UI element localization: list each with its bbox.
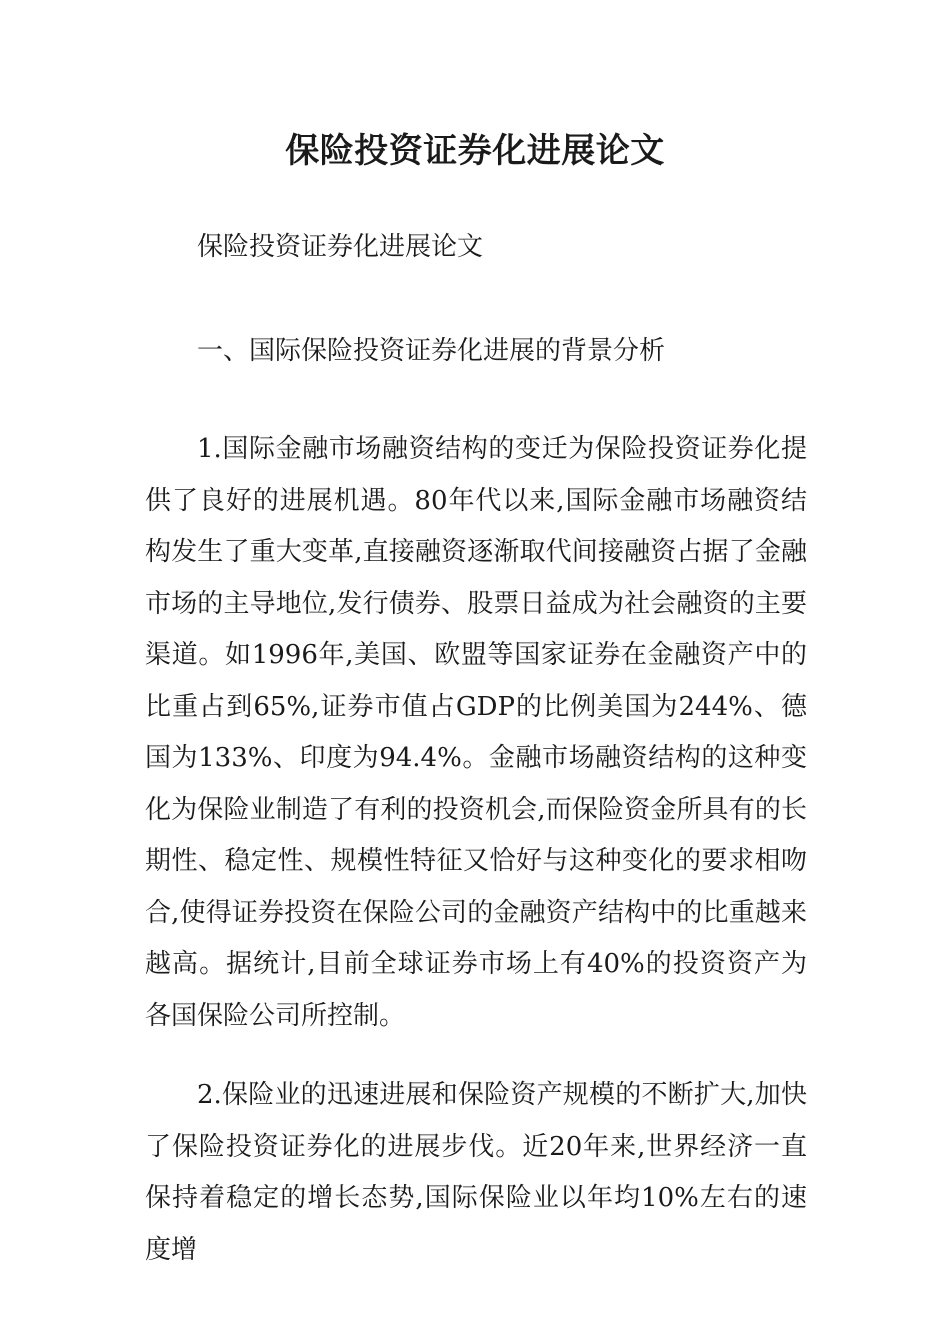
document-subtitle: 保险投资证券化进展论文 xyxy=(197,232,484,262)
paragraph-2: 2.保险业的迅速进展和保险资产规模的不断扩大,加快了保险投资证券化的进展步伐。近20年来,世界经济一直保持着稳定的增长态势,国际保险业以年均10%左右的速度增 xyxy=(145,1080,807,1265)
paragraph-1: 1.国际金融市场融资结构的变迁为保险投资证券化提供了良好的进展机遇。80年代以来,国际金融市场融资结构发生了重大变革,直接融资逐渐取代间接融资占据了金融市场的主导地位,发行债券、股票日益成为社会融资的主要渠道。如1996年,美国、欧盟等国家证券在金融资产中的比重占到65%,证券市值占GDP的比例美国为244%、德国为133%、印度为94.4%。金融市场融资结构的这种变化为保险业制造了有利的投资机会,而保险资金所具有的长期性、稳定性、规模性特征又恰好与这种变化的要求相吻合,使得证券投资在保险公司的金融资产结构中的比重越来越高。据统计,目前全球证券市场上有40%的投资资产为各国保险公司所控制。 xyxy=(145,434,807,1031)
document-title: 保险投资证券化进展论文 xyxy=(285,131,665,171)
section-heading: 一、国际保险投资证券化进展的背景分析 xyxy=(197,336,666,366)
